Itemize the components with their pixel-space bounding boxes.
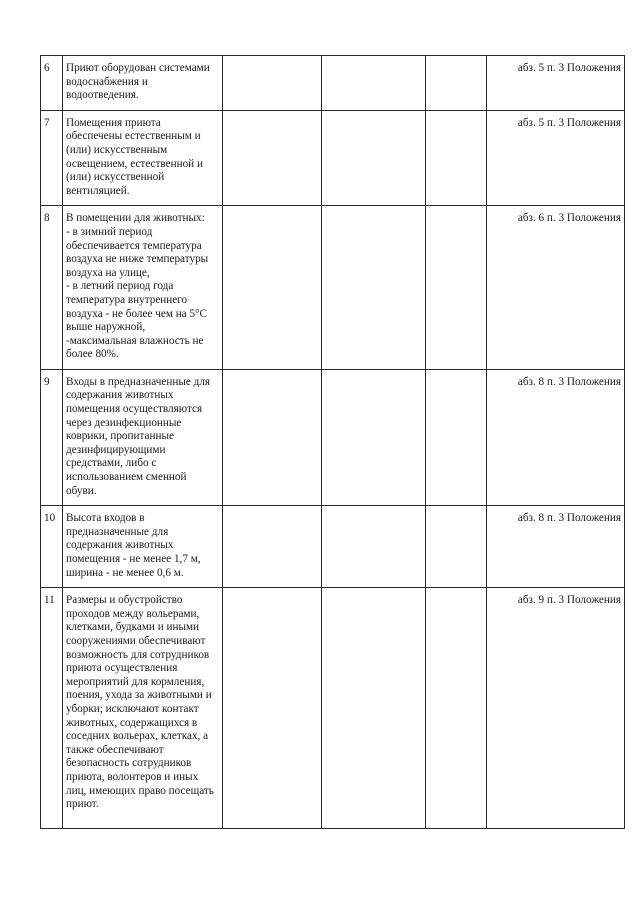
requirement-text [63,369,223,505]
answer-no-cell[interactable] [322,369,426,505]
row-number: 8 [41,206,63,370]
answer-na-cell[interactable] [426,506,487,588]
table-row [41,110,625,206]
answer-na-cell[interactable] [426,110,487,206]
legal-reference: абз. 6 п. 3 Положения [487,206,625,370]
checklist-table [40,55,625,829]
requirement-text [63,506,223,588]
requirement-text-content: В помещении для животных: - в зимний период обеспечивается температура воздуха не ниже температуры воздуха на улице, - в летний период года температура внутреннего воздуха - не более чем на 5°С выше наружной, -максимальная влажность не более 80%. [66,212,209,361]
table-row [41,588,625,829]
legal-reference: абз. 8 п. 3 Положения [487,369,625,505]
requirement-text-content: Приют оборудован системами водоснабжения и водоотведения. [66,62,210,102]
table-row [41,369,625,505]
legal-reference: абз. 8 п. 3 Положения [487,506,625,588]
table-row [41,506,625,588]
table-row [41,56,625,111]
answer-na-cell[interactable] [426,206,487,370]
row-number: 11 [41,588,63,829]
requirement-text [63,56,223,111]
answer-yes-cell[interactable] [223,206,322,370]
answer-na-cell[interactable] [426,56,487,111]
answer-no-cell[interactable] [322,206,426,370]
row-number: 10 [41,506,63,588]
requirement-text [63,588,223,829]
row-number: 7 [41,110,63,206]
row-number: 6 [41,56,63,111]
answer-yes-cell[interactable] [223,56,322,111]
answer-no-cell[interactable] [322,110,426,206]
requirement-text [63,206,223,370]
legal-reference: абз. 5 п. 3 Положения [487,56,625,111]
row-number: 9 [41,369,63,505]
answer-yes-cell[interactable] [223,588,322,829]
requirement-text [63,110,223,206]
legal-reference: абз. 5 п. 3 Положения [487,110,625,206]
answer-yes-cell[interactable] [223,110,322,206]
requirement-text-content: Помещения приюта обеспечены естественным и (или) искусственным освещением, естественной и (или) искусственной вентиляцией. [66,116,203,197]
legal-reference: абз. 9 п. 3 Положения [487,588,625,829]
table-row [41,206,625,370]
answer-no-cell[interactable] [322,588,426,829]
answer-yes-cell[interactable] [223,369,322,505]
requirement-text-content: Входы в предназначенные для содержания животных помещения осуществляются через дезинфекционные коврики, пропитанные дезинфицирующими средствами, либо с использованием сменной обуви. [66,375,211,497]
answer-na-cell[interactable] [426,369,487,505]
requirement-text-content: Размеры и обустройство проходов между вольерами, клетками, будками и иными сооружениями обеспечивают возможность для сотрудников приюта осуществления мероприятий для кормления, поения, ухода за животными и уборки; исключают контакт животных, содержащихся в соседних вольерах, клетках, а также обеспечивают безопасность сотрудников приюта, волонтеров и иных лиц, имеющих право посещать приют. [66,594,214,811]
answer-yes-cell[interactable] [223,506,322,588]
answer-na-cell[interactable] [426,588,487,829]
requirement-text-content: Высота входов в предназначенные для содержания животных помещения - не менее 1,7 м, ширина - не менее 0,6 м. [66,512,201,579]
answer-no-cell[interactable] [322,506,426,588]
answer-no-cell[interactable] [322,56,426,111]
